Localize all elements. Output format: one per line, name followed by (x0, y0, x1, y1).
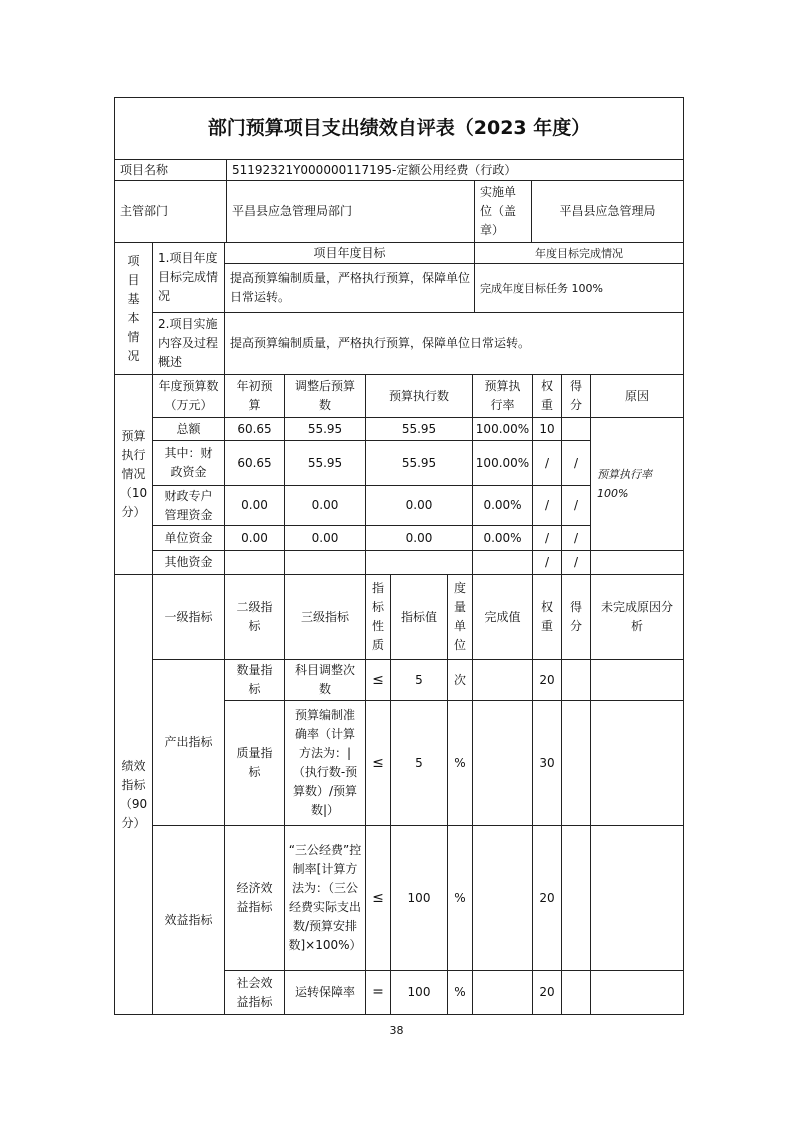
budget-adjusted: 0.00 (311, 498, 339, 512)
perf-reason (591, 826, 683, 970)
budget-reason: 预算执行率 100% (597, 468, 652, 500)
completion-text: 完成年度目标任务 100% (480, 281, 603, 295)
budget-initial (225, 551, 284, 574)
perf-level3: 运转保障率 (294, 985, 355, 999)
budget-score: / (573, 498, 579, 512)
perf-score (562, 826, 590, 970)
budget-rate: 100.00% (475, 455, 530, 470)
perf-header: 完成值 (484, 609, 521, 624)
perf-unit: % (454, 755, 466, 770)
perf-reason (591, 660, 683, 700)
perf-header: 二级指标 (236, 600, 273, 633)
budget-executed: 55.95 (401, 421, 437, 436)
budget-header: 年初预算 (236, 379, 273, 412)
budget-executed: 0.00 (405, 530, 433, 545)
performance-section-label: 绩效指标（90分） (119, 758, 148, 830)
perf-value: 100 (407, 890, 431, 905)
content-label: 2.项目实施内容及过程概述 (158, 317, 219, 369)
budget-header: 权重 (540, 379, 553, 412)
dept-label: 主管部门 (120, 204, 169, 218)
budget-initial: 0.00 (241, 498, 268, 512)
perf-header: 未完成原因分析 (600, 600, 673, 633)
perf-score (562, 701, 590, 825)
perf-header: 得分 (569, 600, 582, 633)
perf-nature: ≤ (372, 671, 384, 688)
perf-level2: 经济效益指标 (236, 881, 273, 914)
perf-unit: % (454, 985, 466, 999)
budget-row-label: 其中：财政资金 (164, 446, 213, 479)
budget-initial: 60.65 (237, 455, 272, 470)
project-name-label: 项目名称 (120, 162, 169, 177)
budget-initial: 60.65 (237, 421, 272, 436)
budget-rate (473, 551, 532, 574)
dept-value: 平昌县应急管理局部门 (232, 204, 353, 218)
goal-text: 提高预算编制质量，严格执行预算，保障单位日常运转。 (230, 271, 471, 304)
perf-weight: 20 (539, 890, 555, 905)
perf-unit: 次 (453, 672, 466, 687)
budget-score: / (573, 530, 579, 545)
budget-weight: 10 (539, 421, 555, 436)
perf-header: 三级指标 (300, 609, 349, 624)
goal-label: 1.项目年度目标完成情况 (158, 251, 219, 303)
perf-score (562, 971, 590, 1014)
output-indicator-label: 产出指标 (164, 735, 213, 749)
budget-initial: 0.00 (241, 530, 268, 545)
budget-row-label: 总额 (176, 421, 201, 436)
completion-header: 年度目标完成情况 (535, 246, 623, 260)
basic-section-label: 项目基本情况 (127, 253, 140, 363)
perf-value: 5 (415, 672, 423, 687)
budget-score: / (573, 455, 579, 470)
budget-rate: 0.00% (483, 498, 522, 512)
budget-header: 预算执行率 (484, 379, 521, 412)
perf-level2: 社会效益指标 (236, 975, 273, 1009)
perf-weight: 30 (539, 755, 555, 770)
perf-header: 指标性质 (371, 581, 384, 652)
perf-header: 一级指标 (164, 609, 213, 624)
perf-value: 100 (407, 985, 431, 999)
perf-score (562, 660, 590, 700)
perf-header: 权重 (540, 600, 553, 633)
perf-reason (591, 971, 683, 1014)
perf-weight: 20 (539, 672, 555, 687)
budget-score: / (573, 555, 579, 569)
budget-header: 得分 (569, 379, 582, 412)
perf-done (473, 701, 532, 825)
budget-rate: 100.00% (475, 421, 530, 436)
budget-row-label: 其他资金 (164, 555, 213, 569)
benefit-indicator-label: 效益指标 (164, 912, 213, 927)
impl-unit-value: 平昌县应急管理局 (559, 204, 656, 218)
budget-executed: 55.95 (401, 455, 437, 470)
budget-score (562, 418, 590, 440)
budget-header: 原因 (624, 388, 649, 403)
budget-section-label: 预算执行情况（10分） (119, 429, 148, 519)
perf-done (473, 660, 532, 700)
budget-adjusted: 55.95 (307, 421, 343, 436)
goal-header: 项目年度目标 (313, 245, 386, 260)
budget-executed (366, 551, 472, 574)
budget-header: 调整后预算数 (294, 379, 355, 412)
perf-done (473, 971, 532, 1014)
impl-unit-label: 实施单位（盖章） (480, 185, 517, 237)
perf-reason (591, 701, 683, 825)
perf-header: 指标值 (400, 609, 437, 624)
perf-level2: 数量指标 (236, 663, 273, 696)
perf-header: 度量单位 (453, 581, 466, 652)
page-number: 38 (389, 1024, 404, 1037)
budget-adjusted: 0.00 (311, 530, 339, 545)
budget-weight: / (544, 455, 550, 470)
budget-header: 预算执行数 (388, 388, 449, 403)
project-name-value: 51192321Y000000117195-定额公用经费（行政） (232, 162, 517, 177)
budget-weight: / (544, 555, 550, 569)
budget-adjusted (285, 551, 365, 574)
perf-value: 5 (415, 755, 423, 770)
page-title: 部门预算项目支出绩效自评表（2023 年度） (207, 117, 591, 139)
perf-level3: 预算编制准确率（计算方法为：|（执行数-预算数）/预算数|） (292, 708, 358, 817)
perf-weight: 20 (539, 985, 555, 999)
perf-level3: 科目调整次数 (294, 663, 355, 696)
content-text: 提高预算编制质量，严格执行预算，保障单位日常运转。 (230, 336, 531, 350)
budget-header: 年度预算数（万元） (158, 379, 219, 412)
perf-nature: = (372, 984, 384, 1000)
budget-adjusted: 55.95 (307, 455, 343, 470)
perf-nature: ≤ (372, 889, 384, 906)
budget-weight: / (544, 498, 550, 512)
perf-level3: “三公经费”控制率[计算方法为：（三公经费实际支出数/预算安排数]×100%） (288, 843, 362, 952)
perf-level2: 质量指标 (236, 746, 273, 779)
perf-done (473, 826, 532, 970)
budget-row-label: 单位资金 (164, 530, 213, 545)
perf-nature: ≤ (372, 754, 384, 771)
perf-unit: % (454, 890, 466, 905)
budget-executed: 0.00 (405, 498, 433, 512)
budget-weight: / (544, 530, 550, 545)
budget-row-label: 财政专户管理资金 (164, 488, 213, 522)
budget-rate: 0.00% (483, 530, 522, 545)
